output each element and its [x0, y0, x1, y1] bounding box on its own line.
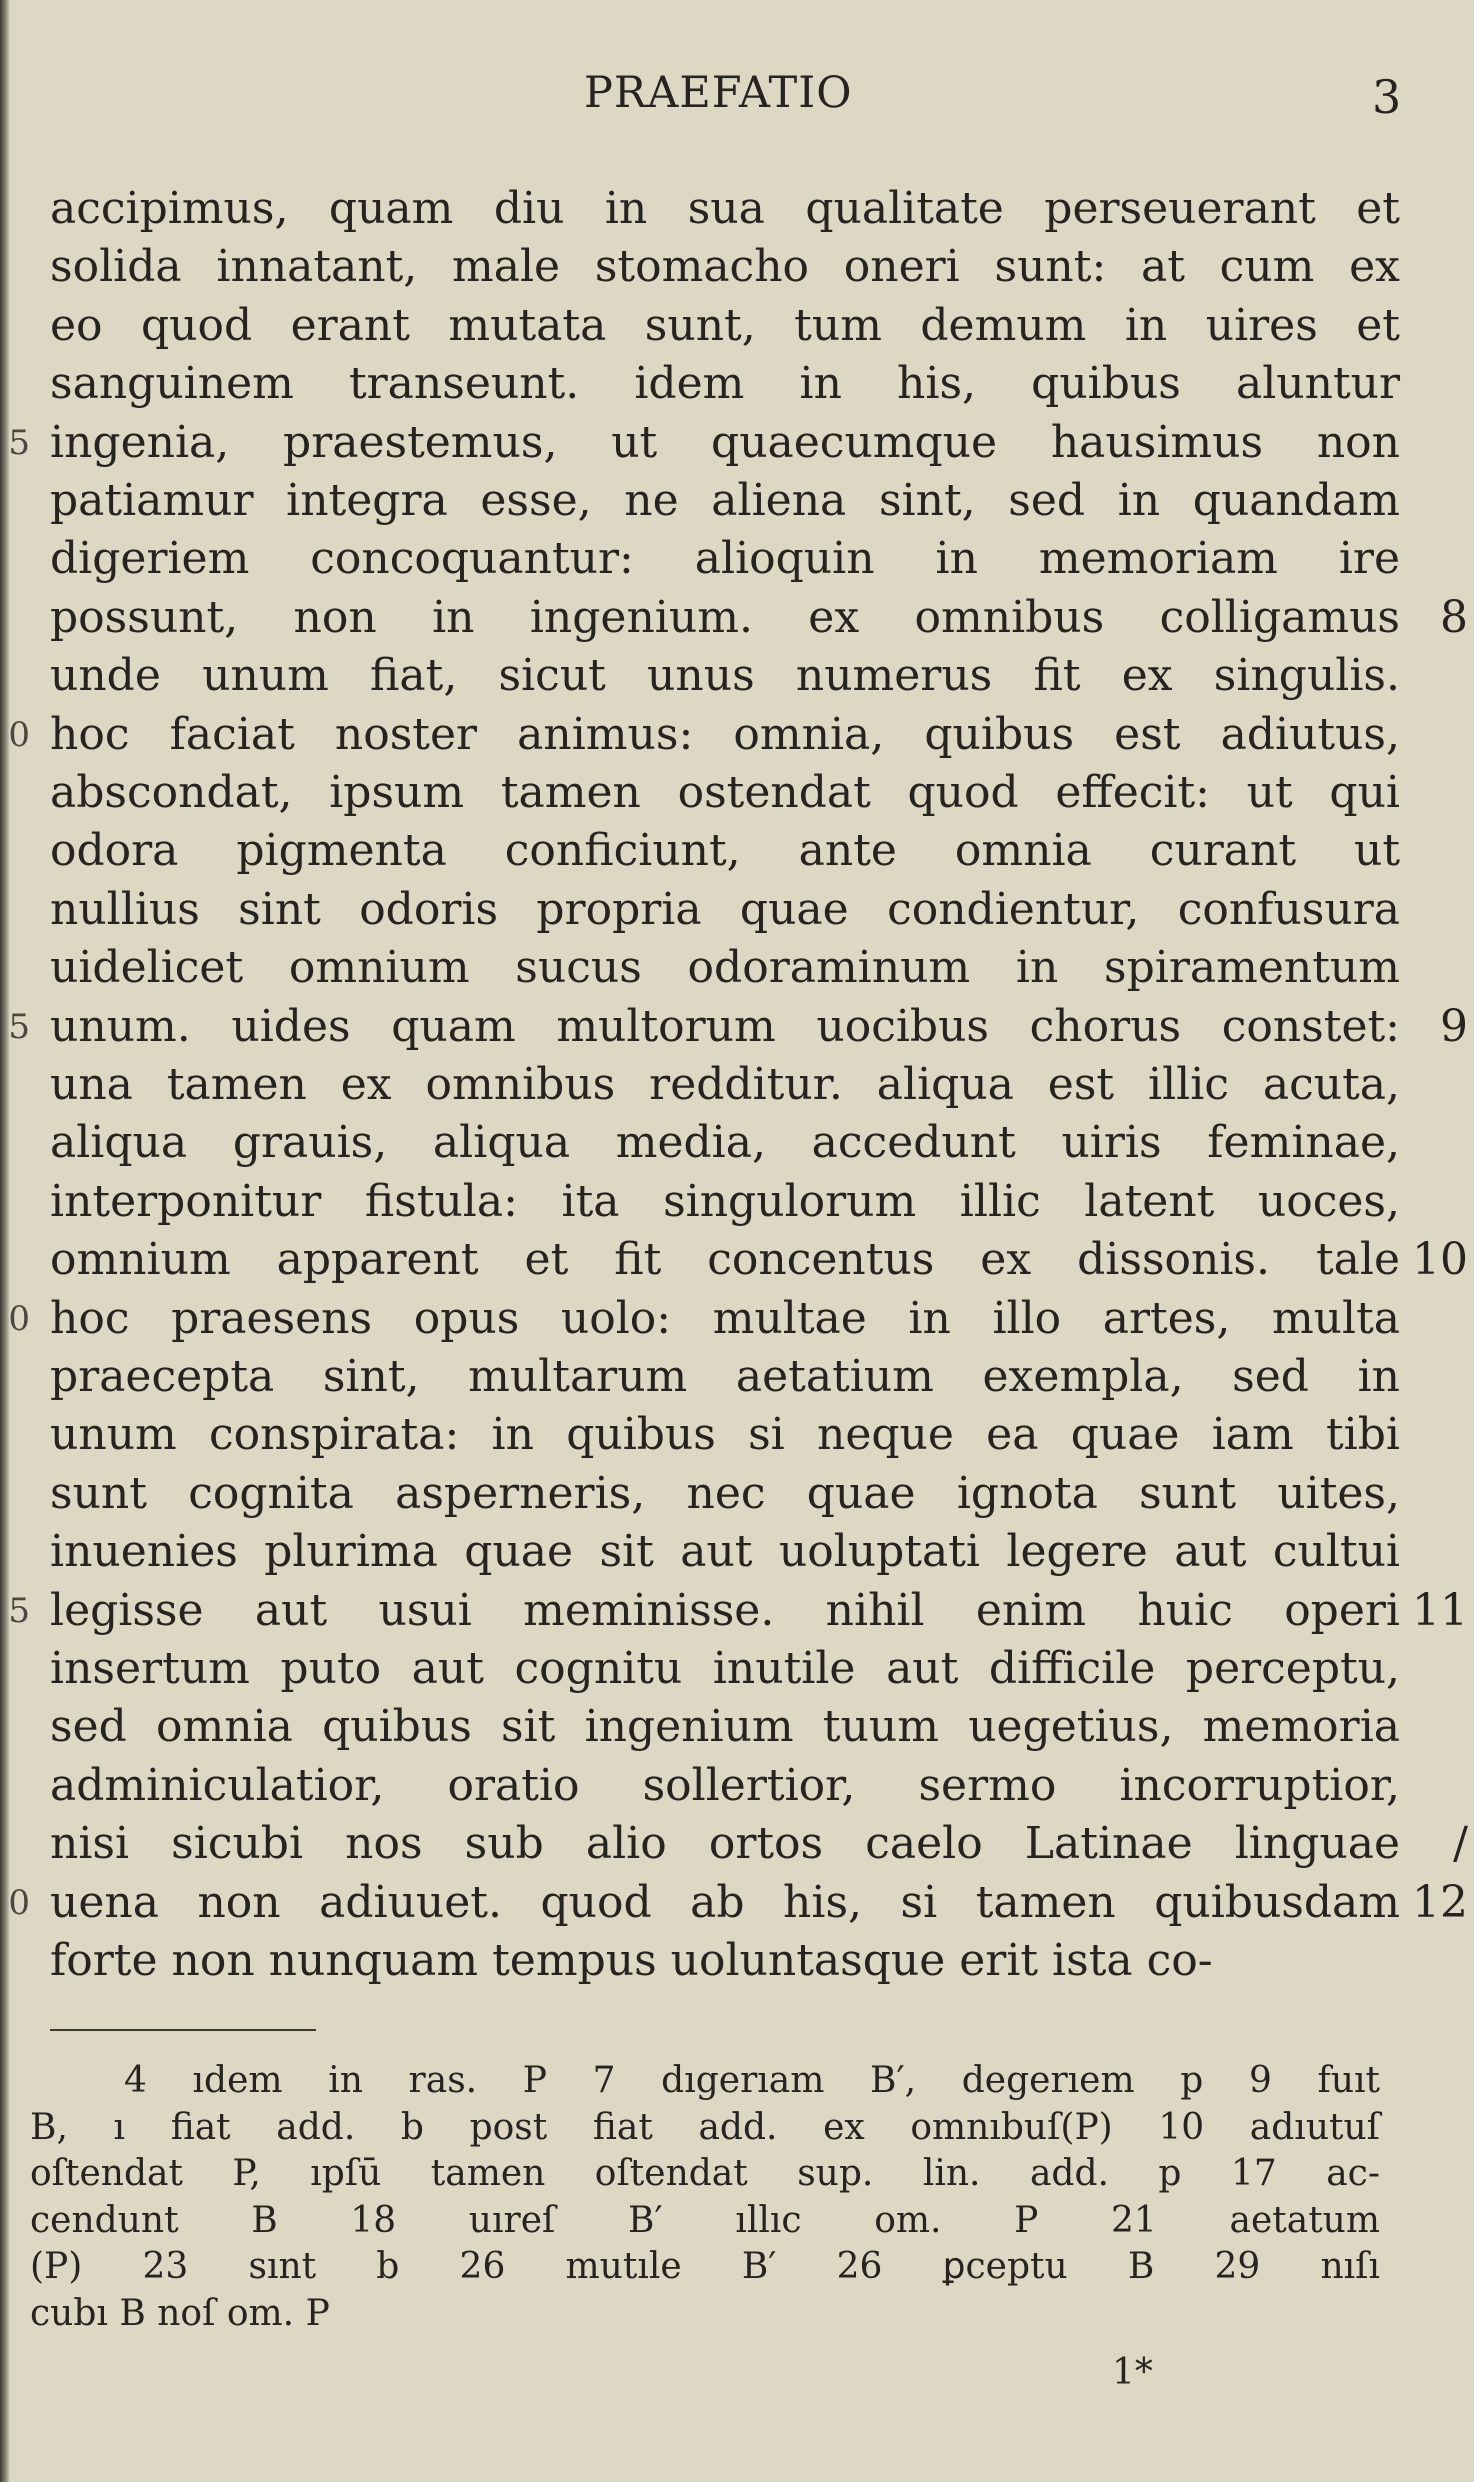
line-number: 0	[8, 1298, 30, 1339]
line-text: sed omnia quibus sit ingenium tuum uegetius, memoria	[50, 1701, 1400, 1753]
apparatus-text: oſtendat P, ıpſū tamen oſtendat sup. lin. add. p 17 ac-	[30, 2153, 1380, 2194]
text-line	[0, 706, 1474, 764]
line-number: 5	[8, 1590, 30, 1631]
line-text: solida innatant, male stomacho oneri sunt: at cum ex	[50, 241, 1400, 293]
line-text: uidelicet omnium sucus odoraminum in spiramentum	[50, 942, 1400, 994]
line-text: sunt cognita asperneris, nec quae ignota sunt uites,	[50, 1467, 1400, 1519]
signature-mark: 1*	[1112, 2352, 1153, 2393]
text-line	[0, 589, 1474, 647]
line-text: abscondat, ipsum tamen ostendat quod effecit: ut qui	[50, 767, 1400, 818]
text-line	[0, 530, 1474, 588]
text-line	[0, 764, 1474, 822]
text-line	[0, 1465, 1474, 1523]
apparatus-line	[0, 2151, 1474, 2197]
chapter-number: /	[1453, 1818, 1468, 1870]
line-text: nisi sicubi nos sub alio ortos caelo Latinae linguae	[50, 1818, 1400, 1870]
line-text: aliqua grauis, aliqua media, accedunt uiris feminae,	[50, 1117, 1400, 1169]
line-text: possunt, non in ingenium. ex omnibus colligamus	[50, 591, 1400, 643]
line-text: uena non adiuuet. quod ab his, si tamen quibusdam	[50, 1876, 1400, 1928]
text-line	[0, 1114, 1474, 1172]
text-line	[0, 414, 1474, 472]
line-text: interponitur fistula: ita singulorum illic latent uoces,	[50, 1175, 1400, 1227]
text-line	[0, 1757, 1474, 1815]
text-line	[0, 939, 1474, 997]
line-text: eo quod erant mutata sunt, tum demum in uires et	[50, 299, 1400, 351]
line-text: digeriem concoquantur: alioquin in memoriam ire	[50, 533, 1400, 585]
text-line	[0, 1932, 1474, 1990]
text-line	[0, 238, 1474, 296]
footnote-rule	[50, 2029, 316, 2031]
apparatus-text: B, ı fiat add. b post fiat add. ex omnıbuſ(P) 10 adıutuſ	[30, 2106, 1380, 2148]
chapter-number: 8	[1440, 591, 1468, 643]
text-line	[0, 647, 1474, 705]
line-number: 0	[8, 1882, 30, 1923]
line-text: hoc faciat noster animus: omnia, quibus est adiutus,	[50, 708, 1400, 760]
line-text: hoc praesens opus uolo: multae in illo artes, multa	[50, 1292, 1400, 1344]
line-text: inuenies plurima quae sit aut uoluptati legere aut cultui	[50, 1526, 1400, 1578]
line-number: 0	[8, 714, 30, 755]
text-line	[0, 1815, 1474, 1873]
line-number: 5	[8, 422, 30, 463]
line-number: 5	[8, 1006, 30, 1047]
line-text: ingenia, praestemus, ut quaecumque hausimus non	[50, 416, 1400, 468]
line-text: adminiculatior, oratio sollertior, sermo incorruptior,	[50, 1759, 1400, 1811]
text-line	[0, 998, 1474, 1056]
text-line	[0, 1406, 1474, 1464]
apparatus-line	[0, 2058, 1474, 2104]
line-text: unum. uides quam multorum uocibus chorus constet:	[50, 1000, 1400, 1052]
chapter-number: 10	[1412, 1234, 1468, 1286]
text-line	[0, 1582, 1474, 1640]
text-line	[0, 297, 1474, 355]
text-line	[0, 1874, 1474, 1932]
text-line	[0, 1056, 1474, 1114]
text-line	[0, 1523, 1474, 1581]
text-line	[0, 180, 1474, 238]
apparatus-line	[0, 2105, 1474, 2151]
text-line	[0, 1173, 1474, 1231]
line-text: unde unum fiat, sicut unus numerus fit ex singulis.	[50, 650, 1400, 702]
page-number: 3	[1372, 70, 1402, 124]
apparatus-text: 4 ıdem in ras. P 7 dıgerıam B′, degerıem p 9 fuıt	[124, 2060, 1380, 2101]
line-text: patiamur integra esse, ne aliena sint, sed in quandam	[50, 475, 1400, 526]
apparatus-text: cendunt B 18 uıreſ B′ ıllıc om. P 21 aetatum	[30, 2199, 1380, 2241]
text-line	[0, 881, 1474, 939]
line-text: sanguinem transeunt. idem in his, quibus aluntur	[50, 358, 1400, 410]
apparatus-line	[0, 2244, 1474, 2290]
text-line	[0, 1348, 1474, 1406]
text-line	[0, 1640, 1474, 1698]
line-text: una tamen ex omnibus redditur. aliqua est illic acuta,	[50, 1059, 1400, 1110]
chapter-number: 12	[1412, 1876, 1468, 1928]
text-line	[0, 1231, 1474, 1289]
line-text: forte non nunquam tempus uoluntasque erit ista co-	[50, 1935, 1213, 1986]
line-text: insertum puto aut cognitu inutile aut difficile perceptu,	[50, 1643, 1400, 1694]
text-line	[0, 822, 1474, 880]
line-text: accipimus, quam diu in sua qualitate perseuerant et	[50, 183, 1400, 234]
line-text: omnium apparent et fit concentus ex dissonis. tale	[50, 1234, 1400, 1286]
apparatus-line	[0, 2198, 1474, 2244]
line-text: unum conspirata: in quibus si neque ea quae iam tibi	[50, 1409, 1400, 1461]
line-text: odora pigmenta conficiunt, ante omnia curant ut	[50, 825, 1400, 877]
text-line	[0, 1698, 1474, 1756]
chapter-number: 11	[1412, 1584, 1468, 1636]
line-text: praecepta sint, multarum aetatium exempla, sed in	[50, 1351, 1400, 1402]
line-text: nullius sint odoris propria quae condientur, confusura	[50, 883, 1400, 935]
running-header	[0, 68, 1474, 128]
running-title: PRAEFATIO	[584, 68, 853, 118]
chapter-number: 9	[1440, 1000, 1468, 1052]
line-text: legisse aut usui meminisse. nihil enim huic operi	[50, 1584, 1400, 1636]
text-line	[0, 355, 1474, 413]
apparatus-text: (P) 23 sınt b 26 mutıle B′ 26 ꝑceptu B 29 nıſı	[30, 2246, 1380, 2287]
apparatus-line	[0, 2291, 1474, 2337]
text-line	[0, 472, 1474, 530]
text-line	[0, 1290, 1474, 1348]
apparatus-text: cubı B noſ om. P	[30, 2292, 330, 2334]
